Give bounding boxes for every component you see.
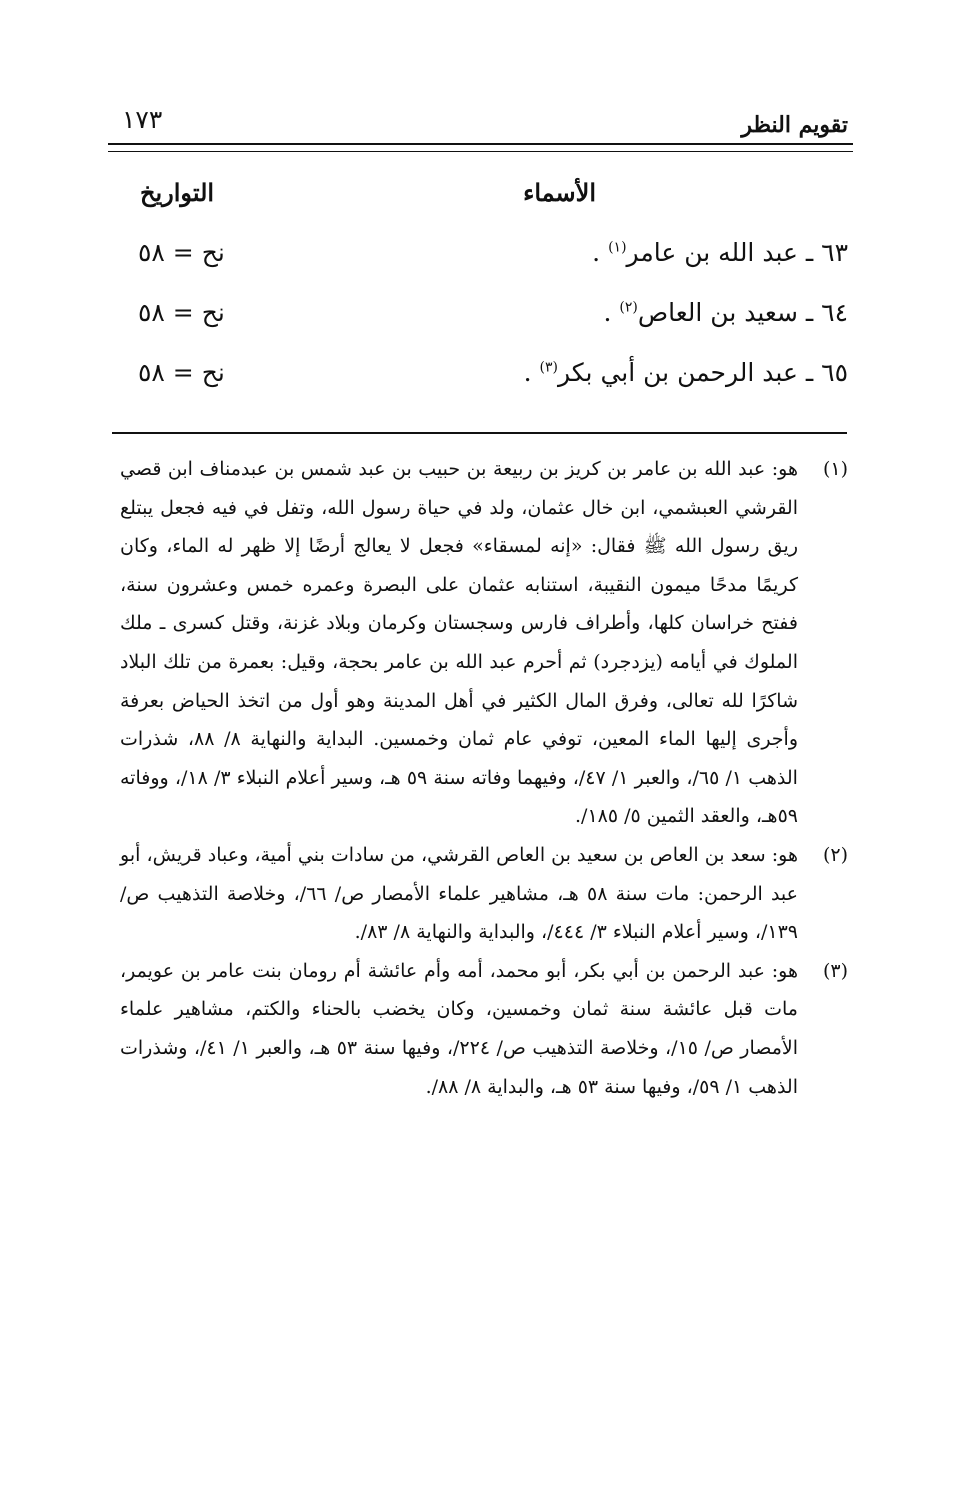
entry-name-line: ٦٤ ـ سعيد بن العاص$^{(٢)}$ . [604,298,849,327]
page-number: ١٧٣ [122,105,163,134]
entry-date: نح = ٥٨ [138,358,225,387]
entry-number: ٦٤ ـ [806,298,848,327]
header-rule-thick [108,143,853,145]
footnote-number: ( ٢ ) [823,836,848,875]
list-item [120,238,848,278]
entry-name-line: ٦٥ ـ عبد الرحمن بن أبي بكر$^{(٣)}$ . [524,358,848,387]
entry-number: ٦٥ ـ [806,358,848,387]
footnote-reference[interactable]: (٢) [619,299,638,316]
names-column-heading: الأسماء [523,178,596,207]
footnote-2 [120,836,848,952]
footnote-text: هو: عبد الرحمن بن أبي بكر، أبو محمد، أمه وأم عائشة أم رومان بنت عامر بن عويمر، مات قبل عائشة سنة ثمان وخمسين، وكان يخضب بالحناء والكتم، مشاهير علماء الأمصار ص/ ١٥/، وخلاصة التذهيب ص/ ٢٢٤/، وفيها سنة ٥٣ هـ، والعبر ١/ ٤١/، وشذرات الذهب ١/ ٥٩/، وفيها سنة ٥٣ هـ، والبداية ٨/ ٨٨/. [120,959,799,1098]
footnote-reference[interactable]: (١) [608,239,627,256]
footnote-text: هو: سعد بن العاص بن سعيد بن العاص القرشي، من سادات بني أمية، وعباد قريش، أبو عبد الرحمن: مات سنة ٥٨ هـ، مشاهير علماء الأمصار ص/ ٦٦/، وخلاصة التذهيب ص/ ١٣٩/، وسير أعلام النبلاء ٣/ ٤٤٤/، والبداية والنهاية ٨/ ٨٣/. [120,843,798,944]
entry-name: عبد الله بن عامر [626,238,798,267]
header-rule-thin [108,151,853,152]
footnote-number: ( ١ ) [823,450,848,489]
running-title: تقويم النظر [741,112,848,138]
footnote-number: ( ٣ ) [823,952,848,991]
footnote-3 [120,952,848,1106]
list-item [120,298,848,338]
entry-name: سعيد بن العاص [637,298,798,327]
footnote-text: هو: عبد الله بن عامر بن كريز بن ربيعة بن حبيب بن عبد شمس بن عبدمناف ابن قصي القرشي العبشمي، ابن خال عثمان، ولد في حياة رسول الله، وتفل في فيه فجعل يبتلع ريق رسول الله ﷺ فقال: «إنه لمسقاء» فجعل لا يعالج أرضًا إلا ظهر له الماء، وكان كريمًا مدحًا ميمون النقيبة، استنابه عثمان على البصرة وعمره خمس وعشرون سنة، ففتح خراسان كلها، وأطراف فارس وسجستان وكرمان وبلاد غزنة، وقتل كسرى ـ ملك الملوك في أيامه (يزدجرد) ثم أحرم عبد الله بن عامر بحجة، وقيل: بعمرة من تلك البلاد شاكرًا لله تعالى، وفرق المال الكثير في أهل المدينة وهو أول من اتخذ الحياض بعرفة وأجرى إليها الماء المعين، توفي عام ثمان وخمسين. البداية والنهاية ٨/ ٨٨، شذرات الذهب ١/ ٦٥/، والعبر ١/ ٤٧/، وفيهما وفاته سنة ٥٩ هـ، وسير أعلام النبلاء ٣/ ١٨/، ووفاته ٥٩هـ، والعقد الثمين ٥/ ١٨٥/. [120,458,799,828]
dates-column-heading: التواريخ [140,178,215,207]
entry-name-line: ٦٣ ـ عبد الله بن عامر$^{(١)}$ . [592,238,848,267]
entry-name: عبد الرحمن بن أبي بكر [557,358,798,387]
footnotes [120,450,848,1106]
footnote-1 [120,450,848,836]
entry-date: نح = ٥٨ [138,298,225,327]
list-item [120,358,848,398]
footnote-reference[interactable]: (٣) [539,359,558,376]
entry-date: نح = ٥٨ [138,238,225,267]
footnote-separator [112,432,847,434]
entry-number: ٦٣ ـ [806,238,848,267]
